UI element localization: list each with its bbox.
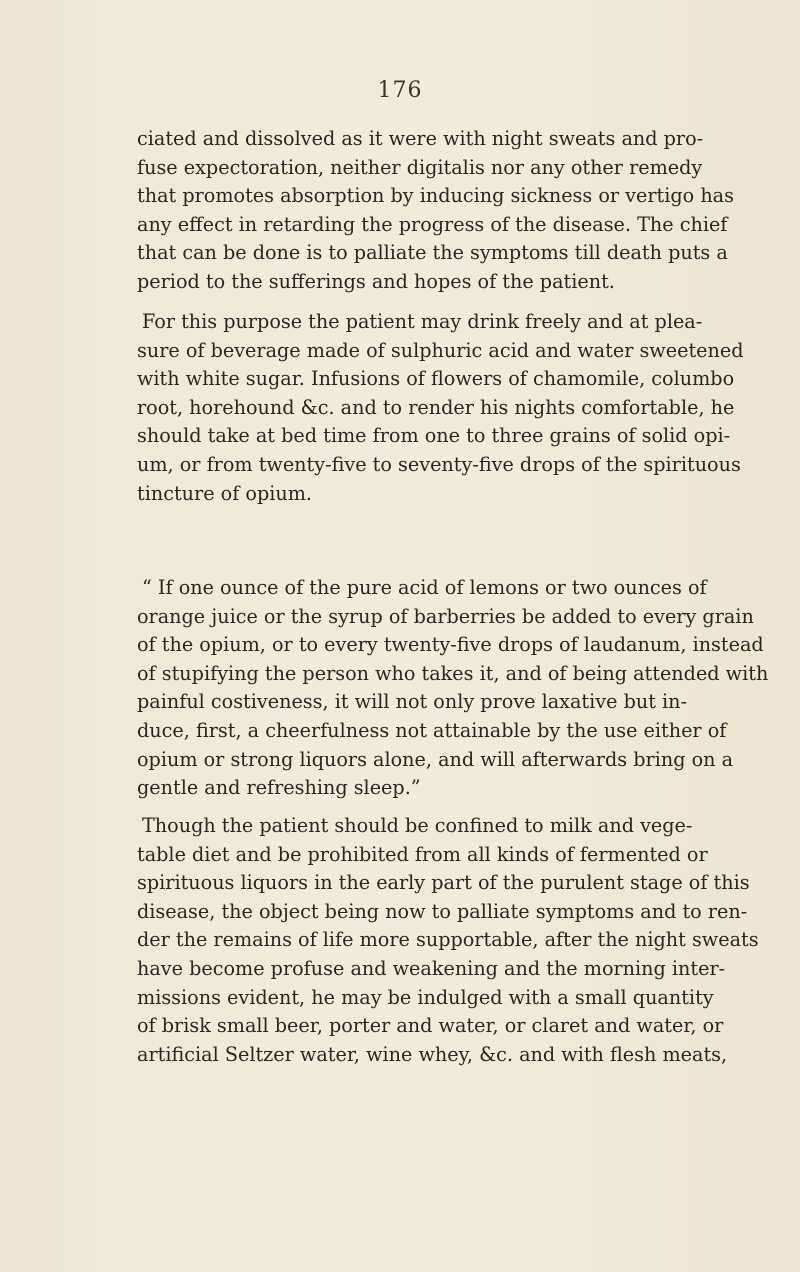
paragraph-3-quotation	[137, 574, 769, 803]
text-line: should take at bed time from one to three grains of solid opi-	[137, 424, 731, 448]
text-line: der the remains of life more supportable, after the night sweats	[137, 928, 759, 952]
text-line: um, or from twenty-five to seventy-five drops of the spirituous	[137, 452, 741, 476]
text-line: duce, first, a cheerfulness not attainable by the use either of	[137, 718, 727, 742]
text-line: sure of beverage made of sulphuric acid and water sweetened	[137, 338, 744, 362]
text-line: of stupifying the person who takes it, and of being attended with	[137, 661, 769, 685]
text-line: “ If one ounce of the pure acid of lemons or two ounces of	[142, 576, 707, 599]
text-line: opium or strong liquors alone, and will afterwards bring on a	[137, 747, 734, 771]
paragraph-2	[137, 308, 744, 508]
text-line: that promotes absorption by inducing sickness or vertigo has	[137, 184, 734, 208]
text-line: spirituous liquors in the early part of the purulent stage of this	[137, 871, 750, 895]
text-line: have become profuse and weakening and the morning inter-	[137, 956, 726, 980]
text-line: gentle and refreshing sleep.”	[137, 776, 421, 800]
text-line: table diet and be prohibited from all kinds of fermented or	[137, 842, 708, 866]
text-line: disease, the object being now to palliate symptoms and to ren-	[137, 899, 748, 923]
text-line: that can be done is to palliate the symptoms till death puts a	[137, 241, 728, 265]
page-number: 176	[377, 78, 423, 103]
text-line: with white sugar. Infusions of flowers of chamomile, columbo	[137, 367, 735, 391]
paragraph-1	[137, 125, 734, 297]
text-line: any effect in retarding the progress of the disease. The chief	[137, 212, 728, 236]
text-line: of the opium, or to every twenty-five drops of laudanum, instead	[137, 633, 764, 657]
text-line: orange juice or the syrup of barberries be added to every grain	[137, 604, 754, 628]
text-line: artificial Seltzer water, wine whey, &c. and with flesh meats,	[137, 1042, 728, 1066]
paragraph-4	[137, 812, 759, 1069]
text-line: painful costiveness, it will not only prove laxative but in-	[137, 690, 687, 714]
text-line: period to the sufferings and hopes of the patient.	[137, 269, 615, 293]
text-line: tincture of opium.	[137, 481, 313, 505]
text-line: missions evident, he may be indulged with a small quantity	[137, 985, 714, 1009]
text-line: ciated and dissolved as it were with night sweats and pro-	[137, 127, 704, 150]
text-line: fuse expectoration, neither digitalis nor any other remedy	[137, 155, 703, 179]
text-line: root, horehound &c. and to render his nights comfortable, he	[137, 395, 735, 419]
text-line: For this purpose the patient may drink freely and at plea-	[142, 310, 703, 333]
text-line: Though the patient should be confined to milk and vege-	[142, 814, 693, 837]
text-line: of brisk small beer, porter and water, or claret and water, or	[137, 1014, 724, 1038]
